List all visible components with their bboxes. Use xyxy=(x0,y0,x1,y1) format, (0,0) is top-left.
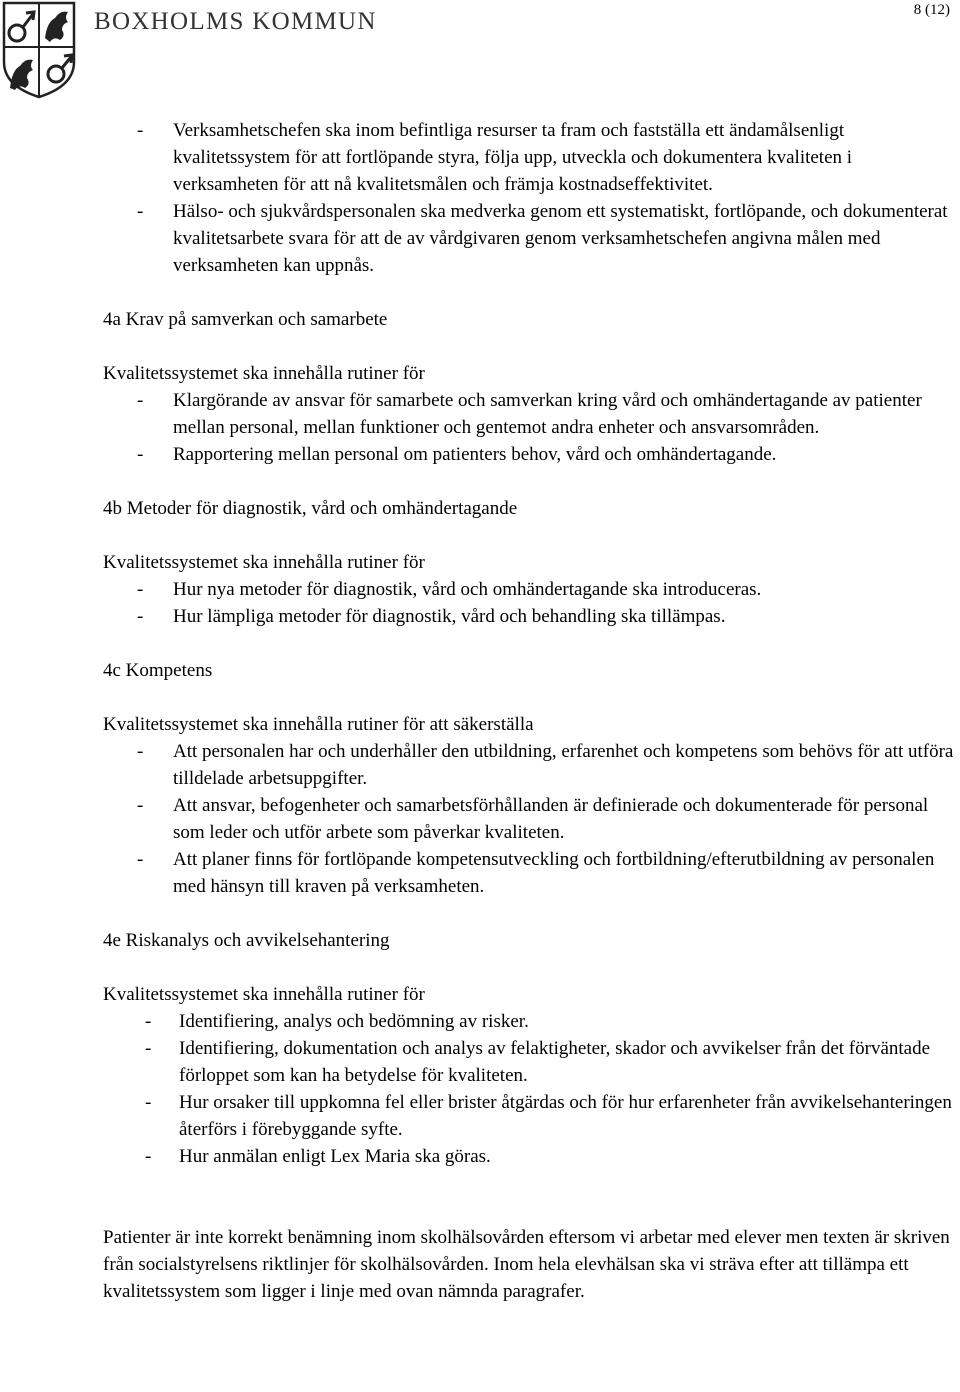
list-item-text: Hur lämpliga metoder för diagnostik, vård och behandling ska tillämpas. xyxy=(173,606,726,627)
section-heading-4a: 4a Krav på samverkan och samarbete xyxy=(103,309,388,330)
list-item xyxy=(103,441,960,468)
section-intro-4a: Kvalitetssystemet ska innehålla rutiner för xyxy=(103,363,425,384)
list-dash: - xyxy=(145,1038,152,1059)
list-item xyxy=(103,1143,960,1170)
list-item xyxy=(103,603,960,630)
list-item-text: Klargörande av ansvar för samarbete och samverkan kring vård och omhändertagande av patienter mellan personal, mellan funktioner och gentemot andra enheter och ansvarsområden. xyxy=(173,390,922,438)
list-dash: - xyxy=(137,579,144,600)
list-item xyxy=(103,792,960,846)
list-dash: - xyxy=(137,606,144,627)
list-item xyxy=(103,1035,960,1089)
section-intro-4b: Kvalitetssystemet ska innehålla rutiner för xyxy=(103,552,425,573)
section-intro-4e: Kvalitetssystemet ska innehålla rutiner för xyxy=(103,984,425,1005)
list-item xyxy=(103,117,960,198)
list-dash: - xyxy=(137,444,144,465)
list-item-text: Hälso- och sjukvårdspersonalen ska medverka genom ett systematiskt, fortlöpande, och dokumenterat kvalitetsarbete svara för att de av vårdgivaren genom verksamhetschefen angivna målen med verksamheten kan uppnås. xyxy=(173,201,948,276)
intro-list xyxy=(103,117,960,279)
list-item xyxy=(103,1008,960,1035)
list-item xyxy=(103,576,960,603)
section-heading-4b: 4b Metoder för diagnostik, vård och omhändertagande xyxy=(103,498,518,519)
list-dash: - xyxy=(137,120,144,141)
list-dash: - xyxy=(137,741,144,762)
page-number: 8 (12) xyxy=(913,2,950,18)
list-item-text: Att personalen har och underhåller den utbildning, erfarenhet och kompetens som behövs för att utföra tilldelade arbetsuppgifter. xyxy=(173,741,954,789)
list-item xyxy=(103,846,960,900)
list-item-text: Att planer finns för fortlöpande kompetensutveckling och fortbildning/efterutbildning av personalen med hänsyn till kraven på verksamheten. xyxy=(173,849,935,897)
list-dash: - xyxy=(145,1011,152,1032)
list-item xyxy=(103,387,960,441)
list-dash: - xyxy=(145,1146,152,1167)
list-item xyxy=(103,738,960,792)
section-heading-4e: 4e Riskanalys och avvikelsehantering xyxy=(103,930,390,951)
document-body xyxy=(103,117,960,1305)
section-heading-4c: 4c Kompetens xyxy=(103,660,213,681)
list-item-text: Rapportering mellan personal om patienters behov, vård och omhändertagande. xyxy=(173,444,777,465)
organization-name: BOXHOLMS KOMMUN xyxy=(94,8,377,35)
list-item-text: Identifiering, analys och bedömning av risker. xyxy=(179,1011,529,1032)
section-intro-4c: Kvalitetssystemet ska innehålla rutiner för att säkerställa xyxy=(103,714,534,735)
list-item-text: Hur anmälan enligt Lex Maria ska göras. xyxy=(179,1146,491,1167)
list-item-text: Hur orsaker till uppkomna fel eller brister åtgärdas och för hur erfarenheter från avvikelsehanteringen återförs i förebyggande syfte. xyxy=(179,1092,952,1140)
list-dash: - xyxy=(137,390,144,411)
section-list-4c xyxy=(103,738,960,900)
section-list-4e xyxy=(103,1008,960,1170)
coat-of-arms-icon xyxy=(0,0,78,100)
list-item xyxy=(103,1089,960,1143)
list-dash: - xyxy=(145,1092,152,1113)
section-list-4a xyxy=(103,387,960,468)
list-item-text: Hur nya metoder för diagnostik, vård och omhändertagande ska introduceras. xyxy=(173,579,762,600)
list-item-text: Identifiering, dokumentation och analys av felaktigheter, skador och avvikelser från det förväntade förloppet som kan ha betydelse för kvaliteten. xyxy=(179,1038,931,1086)
list-dash: - xyxy=(137,795,144,816)
closing-note: Patienter är inte korrekt benämning inom skolhälsovården eftersom vi arbetar med elever men texten är skriven från socialstyrelsens riktlinjer för skolhälsovården. Inom hela elevhälsan ska vi sträva efter att tillämpa ett kvalitetssystem som ligger i linje med ovan nämnda paragrafer. xyxy=(103,1227,950,1302)
section-list-4b xyxy=(103,576,960,630)
list-item xyxy=(103,198,960,279)
list-dash: - xyxy=(137,201,144,222)
list-item-text: Att ansvar, befogenheter och samarbetsförhållanden är definierade och dokumenterade för personal som leder och utför arbete som påverkar kvaliteten. xyxy=(173,795,929,843)
list-dash: - xyxy=(137,849,144,870)
list-item-text: Verksamhetschefen ska inom befintliga resurser ta fram och fastställa ett ändamålsenligt kvalitetssystem för att fortlöpande styra, följa upp, utveckla och dokumentera kvaliteten i verksamheten för att nå kvalitetsmålen och främja kostnadseffektivitet. xyxy=(173,120,853,195)
